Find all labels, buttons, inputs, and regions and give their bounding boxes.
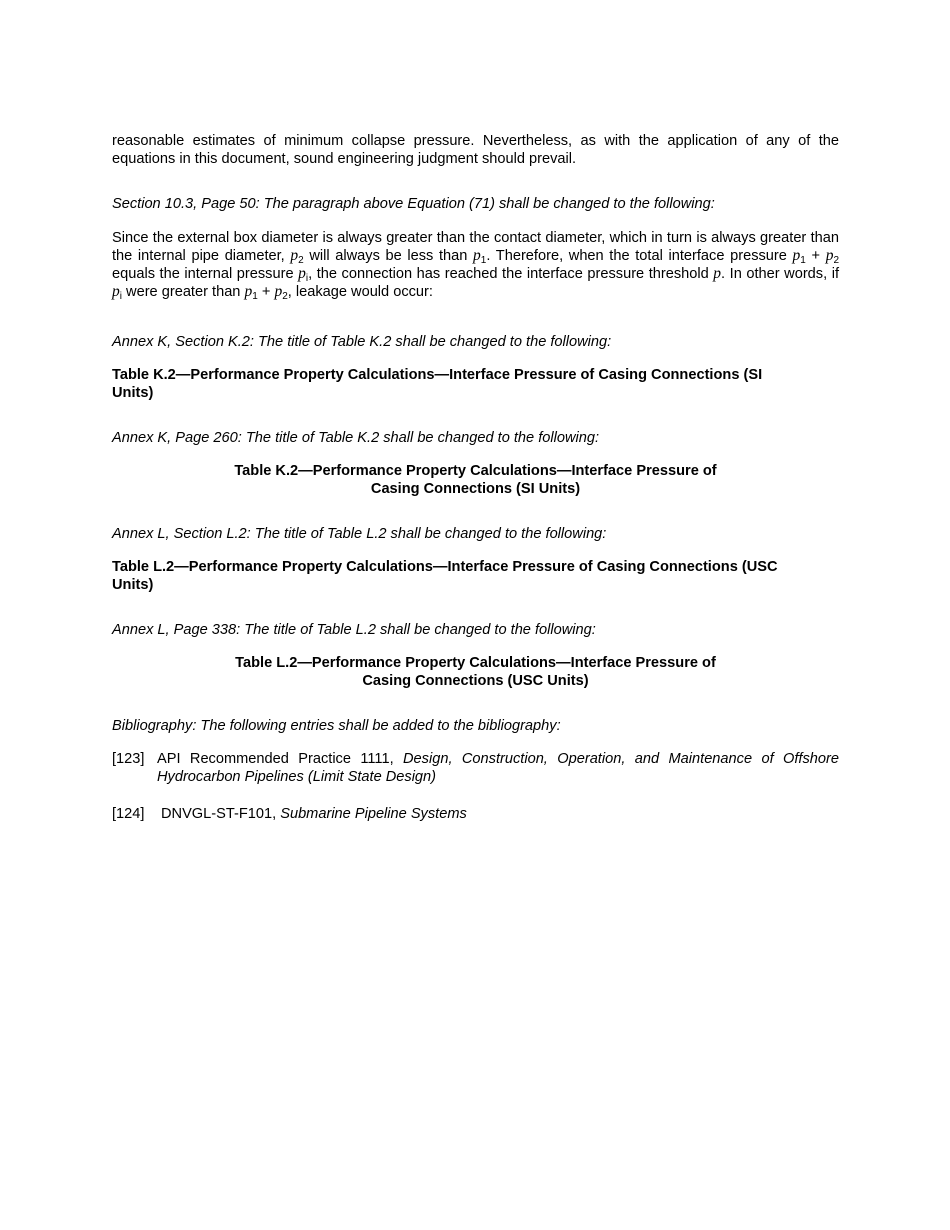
- variable-p: p: [792, 247, 801, 264]
- variable-p: p: [298, 265, 306, 282]
- subscript: 2: [833, 255, 839, 266]
- bibliography-note: Bibliography: The following entries shall be added to the bibliography:: [112, 718, 561, 734]
- paragraph-text: equals the internal pressure: [112, 266, 299, 282]
- subscript: i: [305, 273, 309, 284]
- annex-l-section-note: Annex L, Section L.2: The title of Table L.2 shall be changed to the following:: [112, 526, 607, 542]
- paragraph-text: will always be less than: [303, 248, 474, 264]
- variable-p: p: [290, 247, 299, 264]
- table-k2-title-left: Table K.2—Performance Property Calculations—Interface Pressure of Casing Connections (SI Units): [112, 367, 763, 401]
- reference-source: API Recommended Practice 1111,: [157, 751, 404, 767]
- variable-p: p: [473, 247, 481, 264]
- document-page: [112, 132, 839, 823]
- variable-p: p: [825, 247, 834, 264]
- paragraph-text: . Therefore, when the total interface pressure: [486, 248, 793, 264]
- title-line: Table L.2—Performance Property Calculations—Interface Pressure of: [235, 655, 716, 671]
- paragraph-text: Since the external box diameter is always greater than the contact diameter, which in turn is always greater than the internal pipe diameter,: [112, 230, 839, 264]
- reference-title: Design, Construction, Operation, and Maintenance of Offshore Hydrocarbon Pipelines (Limit State Design): [157, 751, 839, 785]
- plus-sign: +: [257, 284, 275, 300]
- variable-p: p: [112, 283, 120, 300]
- table-l2-title-left: Table L.2—Performance Property Calculations—Interface Pressure of Casing Connections (USC Units): [112, 559, 778, 593]
- annex-k-section-note: Annex K, Section K.2: The title of Table K.2 shall be changed to the following:: [112, 334, 612, 350]
- reference-number: [123]: [112, 751, 145, 767]
- reference-text: [157, 750, 839, 786]
- subscript: i: [119, 291, 122, 302]
- section-10-3-note: Section 10.3, Page 50: The paragraph above Equation (71) shall be changed to the following:: [112, 196, 715, 212]
- variable-p: p: [713, 265, 722, 282]
- table-k2-title-centered: [112, 462, 839, 498]
- paragraph-text: , leakage would occur:: [287, 284, 433, 300]
- paragraph-text: were greater than: [121, 284, 245, 300]
- title-line: Casing Connections (SI Units): [370, 481, 581, 497]
- subscript: 1: [480, 255, 487, 266]
- reference-entry: [112, 750, 839, 786]
- subscript: 1: [800, 255, 806, 266]
- reference-title: Submarine Pipeline Systems: [280, 806, 467, 822]
- reference-number: [124]: [112, 806, 145, 822]
- reference-text: [161, 805, 839, 823]
- variable-p: p: [244, 283, 253, 300]
- table-l2-title-centered: [112, 654, 839, 690]
- subscript: 2: [282, 291, 288, 302]
- annex-l-page-note: Annex L, Page 338: The title of Table L.2 shall be changed to the following:: [112, 622, 596, 638]
- annex-k-page-note: Annex K, Page 260: The title of Table K.2 shall be changed to the following:: [112, 430, 600, 446]
- variable-p: p: [274, 283, 283, 300]
- plus-sign: +: [805, 248, 826, 264]
- subscript: 2: [298, 255, 304, 266]
- paragraph-text: , the connection has reached the interface pressure threshold: [308, 266, 714, 282]
- subscript: 1: [252, 291, 258, 302]
- intro-paragraph: reasonable estimates of minimum collapse pressure. Nevertheless, as with the application of any of the equations in this document, sound engineering judgment should prevail.: [112, 133, 839, 167]
- interface-pressure-paragraph: [112, 229, 839, 301]
- reference-source: DNVGL-ST-F101,: [161, 806, 281, 822]
- title-line: Casing Connections (USC Units): [362, 673, 589, 689]
- reference-entry: [112, 805, 839, 823]
- title-line: Table K.2—Performance Property Calculations—Interface Pressure of: [234, 463, 717, 479]
- paragraph-text: . In other words, if: [721, 266, 839, 282]
